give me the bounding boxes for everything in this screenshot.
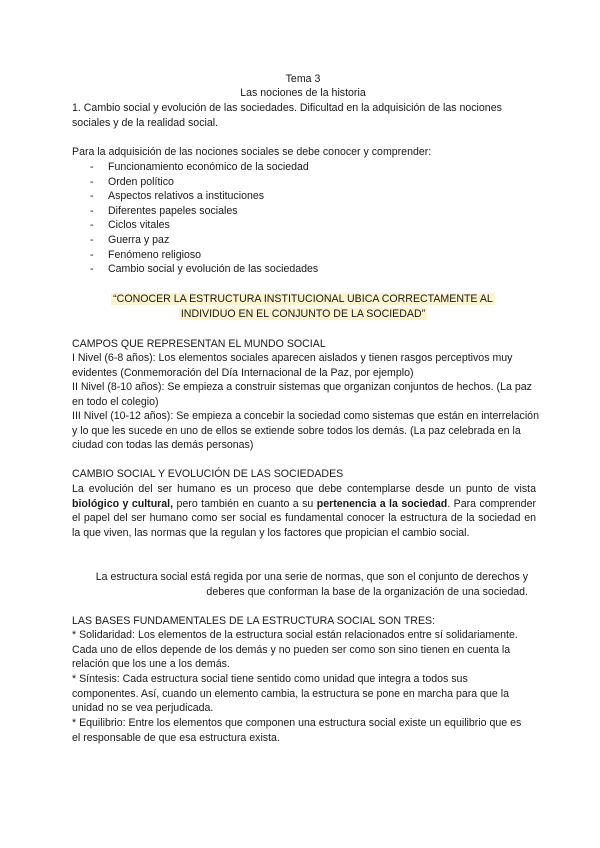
- list-item-text: Ciclos vitales: [108, 219, 170, 232]
- normas-line: deberes que conforman la base de la organización de una sociedad.: [206, 585, 528, 598]
- cambio-text: pero también en cuanto a su: [173, 497, 317, 510]
- list-item: [72, 160, 534, 175]
- sintesis-paragraph: * Síntesis: Cada estructura social tiene sentido como unidad que integra a todos sus componentes. Así, cuando un elemento cambia, la estructura se pone en marcha para que la unidad no se vea perjudicada.: [72, 673, 509, 715]
- quote-line: INDIVIDUO EN EL CONJUNTO DE LA SOCIEDAD”: [180, 307, 426, 320]
- cambio-bold-text: biológico y cultural,: [72, 497, 174, 510]
- campos-heading: CAMPOS QUE REPRESENTAN EL MUNDO SOCIAL: [72, 338, 326, 350]
- document-subtitle: Las nociones de la historia: [240, 87, 366, 99]
- nivel-1-paragraph: I Nivel (6-8 años): Los elementos sociales aparecen aislados y tienen rasgos perceptivos muy evidentes (Conmemoración del Día Internacional de la Paz, por ejemplo): [72, 352, 513, 379]
- nivel-3-paragraph: III Nivel (10-12 años): Se empieza a concebir la sociedad como sistemas que están en interrelación y lo que les sucede en uno de ellos se extiende sobre todos los demás. (La paz celebrada en la ciudad con todas las demás personas): [72, 410, 539, 452]
- list-item-text: Aspectos relativos a instituciones: [108, 190, 265, 203]
- solidaridad-paragraph: * Solidaridad: Los elementos de la estructura social están relacionados entre sí solidariamente. Cada uno de ellos depende de los demás y no pueden ser como son sino tienen en cuenta la relación que los une a los demás.: [72, 629, 518, 671]
- list-item: [72, 262, 534, 277]
- list-item: [72, 204, 534, 219]
- list-bullet: -: [90, 233, 94, 246]
- section-heading: 1. Cambio social y evolución de las sociedades. Dificultad en la adquisición de las nociones sociales y de la realidad social.: [72, 102, 502, 129]
- intro-paragraph: Para la adquisición de las nociones sociales se debe conocer y comprender:: [72, 146, 432, 158]
- list-item: [72, 189, 534, 204]
- list-bullet: -: [90, 190, 94, 203]
- list-bullet: -: [90, 248, 94, 261]
- cambio-text: La evolución del ser humano es un proceso que debe contemplarse desde un punto de vista: [72, 483, 536, 495]
- cambio-bold-text: pertenencia a la sociedad: [316, 497, 448, 510]
- bases-heading: LAS BASES FUNDAMENTALES DE LA ESTRUCTURA SOCIAL SON TRES:: [72, 615, 436, 627]
- list-bullet: -: [90, 204, 94, 217]
- list-item-text: Orden político: [108, 175, 174, 188]
- topics-list: [72, 160, 534, 277]
- list-item: [72, 175, 534, 190]
- cambio-paragraph: [72, 482, 536, 540]
- list-bullet: -: [90, 263, 94, 276]
- list-item: [72, 218, 534, 233]
- list-item-text: Funcionamiento económico de la sociedad: [108, 161, 309, 173]
- list-item-text: Fenómeno religioso: [108, 248, 202, 261]
- document-title: Tema 3: [285, 73, 321, 85]
- normas-paragraph: [72, 570, 528, 599]
- list-bullet: -: [90, 161, 94, 173]
- list-item: [72, 233, 534, 248]
- cambio-heading: CAMBIO SOCIAL Y EVOLUCIÓN DE LAS SOCIEDADES: [72, 468, 344, 480]
- list-item-text: Guerra y paz: [108, 233, 170, 246]
- normas-line: La estructura social está regida por una serie de normas, que son el conjunto de derechos y: [95, 571, 528, 583]
- list-item-text: Cambio social y evolución de las sociedades: [108, 263, 319, 276]
- nivel-2-paragraph: II Nivel (8-10 años): Se empieza a construir sistemas que organizan conjuntos de hechos. (La paz en todo el colegio): [72, 381, 532, 408]
- list-item: [72, 248, 534, 263]
- list-bullet: -: [90, 175, 94, 188]
- list-bullet: -: [90, 219, 94, 232]
- quote-line: “CONOCER LA ESTRUCTURA INSTITUCIONAL UBICA CORRECTAMENTE AL: [113, 293, 493, 305]
- cambio-text: . Para comprender el papel del ser humano como ser social es fundamental conocer la estructura de la sociedad en la que viven, las normas que la regulan y los factores que propician el cambio social.: [72, 497, 536, 539]
- equilibrio-paragraph: * Equilibrio: Entre los elementos que componen una estructura social existe un equilibrio que es el responsable de que esa estructura exista.: [72, 717, 522, 744]
- highlighted-quote: [72, 292, 534, 321]
- list-item-text: Diferentes papeles sociales: [108, 204, 238, 217]
